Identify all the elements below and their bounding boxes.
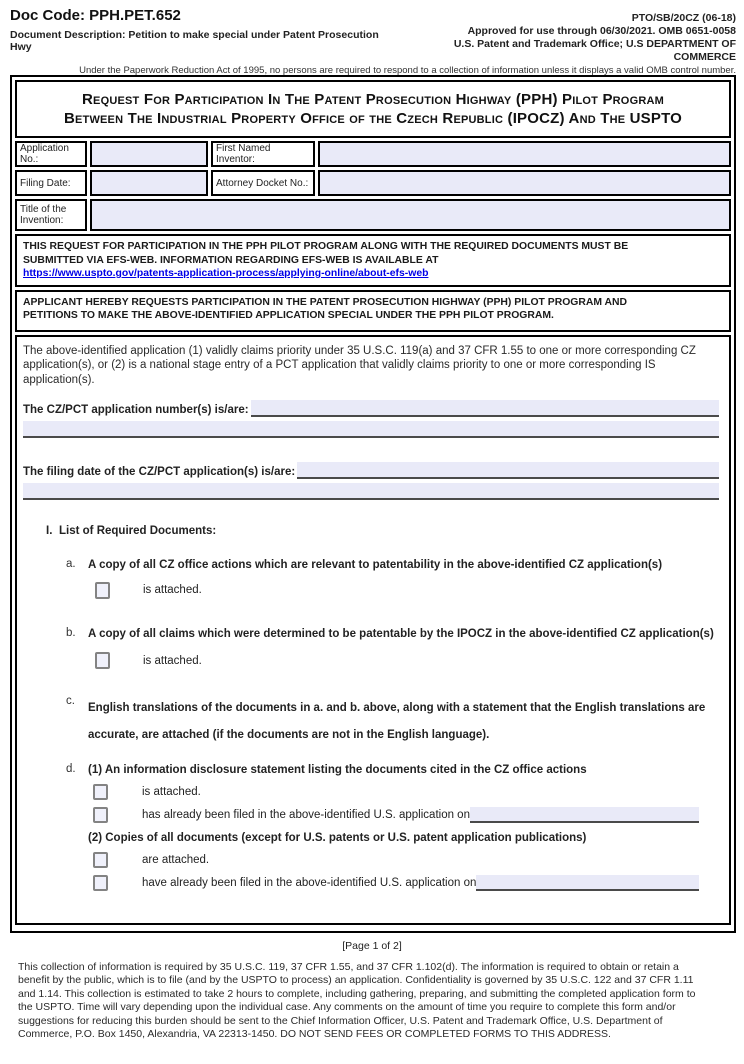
pph-request-form (10, 75, 736, 933)
doc-description: Document Description: Petition to make special under Patent Prosecution Hwy (10, 29, 379, 53)
title-of-invention-label: Title of the Invention: (15, 199, 87, 231)
request-statement (15, 290, 731, 332)
item-a-option-row (95, 582, 719, 599)
item-d1-option1-row (93, 784, 719, 800)
checkbox-d2-attached[interactable] (93, 852, 108, 868)
cz-application-number-input-line2[interactable] (23, 421, 719, 438)
paperwork-reduction-notice: Under the Paperwork Reduction Act of 1995, no persons are required to respond to a collection of information unless it displays a valid OMB control number. (79, 65, 736, 76)
item-d1-option2-label: has already been filed in the above-identified U.S. application on (142, 809, 470, 821)
heading-text: List of Required Documents: (59, 525, 217, 537)
burden-statement: This collection of information is required by 35 U.S.C. 119, 37 CFR 1.55, and 37 CFR 1.102(d). The information is required to obtain or retain a benefit by the public, which is to file (and by the USPTO to process) an application. Confidentiality is governed by 35 U.S.C. 122 and 37 CFR 1.11 and 1.14. This collection is estimated to take 2 hours to complete, including gathering, preparing, and submitting the completed application form to the USPTO. Time will vary depending upon the individual case. Any comments on the amount of time you require to complete this form and/or suggestions for reducing this burden should be sent to the Chief Information Officer, U.S. Patent and Trademark Office, U.S. Department of Commerce, P.O. Box 1450, Alexandria, VA 22313-1450. DO NOT SEND FEES OR COMPLETED FORMS TO THIS ADDRESS. (18, 961, 696, 1041)
item-d1-option2-row (93, 807, 719, 823)
form-main-section (15, 335, 731, 926)
item-b-option-label: is attached. (143, 654, 202, 667)
item-b-option-row (95, 652, 719, 669)
checkbox-b-attached[interactable] (95, 652, 110, 669)
item-a (66, 558, 719, 573)
required-documents-heading (46, 525, 719, 537)
cz-filing-date-label: The filing date of the CZ/PCT application(s) is/are: (23, 466, 296, 478)
checkbox-a-attached[interactable] (95, 582, 110, 599)
efs-web-link[interactable]: https://www.uspto.gov/patents-application-process/applying-online/about-efs-web (23, 268, 429, 279)
first-named-inventor-input[interactable] (318, 141, 731, 167)
heading-numeral: I. (46, 525, 53, 537)
cz-filing-date-input-line2[interactable] (23, 483, 719, 500)
page-indicator: [Page 1 of 2] (342, 940, 402, 952)
cz-application-number-label: The CZ/PCT application number(s) is/are: (23, 404, 249, 416)
filing-date-label: Filing Date: (15, 170, 87, 196)
item-b-text: A copy of all claims which were determined to be patentable by the IPOCZ in the above-identified CZ application(s) (88, 627, 714, 640)
application-info-table (15, 141, 731, 231)
attorney-docket-input[interactable] (318, 170, 731, 196)
checkbox-d2-filed[interactable] (93, 875, 108, 891)
page-header (0, 0, 744, 76)
item-c (66, 695, 719, 749)
title-of-invention-input[interactable] (90, 199, 731, 231)
form-title-line2: Between The Industrial Property Office of the Czech Republic (IPOCZ) And The USPTO (63, 110, 683, 127)
item-d-letter: d. (66, 763, 76, 775)
doc-code: Doc Code: PPH.PET.652 (10, 7, 181, 24)
omb-approval: Approved for use through 06/30/2021. OMB 0651-0058 (467, 25, 736, 37)
attorney-docket-label: Attorney Docket No.: (211, 170, 315, 196)
first-named-inventor-label: First Named Inventor: (211, 141, 315, 167)
form-title (15, 80, 731, 138)
form-number: PTO/SB/20CZ (06-18) (631, 12, 736, 24)
cz-filing-date-input[interactable] (297, 462, 719, 479)
item-b (66, 627, 719, 642)
item-d1-heading: (1) An information disclosure statement listing the documents cited in the CZ office actions (88, 764, 587, 776)
filing-date-input[interactable] (90, 170, 208, 196)
cz-application-number-input[interactable] (251, 400, 719, 417)
item-d2-heading: (2) Copies of all documents (except for U.S. patents or U.S. patent application publications) (88, 832, 587, 844)
item-d1-option1-label: is attached. (142, 786, 201, 798)
item-a-text: A copy of all CZ office actions which are relevant to patentability in the above-identified CZ application(s) (88, 559, 663, 571)
checkbox-d1-filed[interactable] (93, 807, 108, 823)
item-d (66, 763, 719, 891)
item-c-text: English translations of the documents in a. and b. above, along with a statement that the English translations are accurate, are attached (if the documents are not in the English language). (88, 702, 706, 741)
request-statement-line1: APPLICANT HEREBY REQUESTS PARTICIPATION IN THE PATENT PROSECUTION HIGHWAY (PPH) PILOT PROGRAM AND (23, 296, 628, 308)
request-statement-line2: PETITIONS TO MAKE THE ABOVE-IDENTIFIED APPLICATION SPECIAL UNDER THE PPH PILOT PROGRAM. (23, 310, 554, 321)
efs-web-notice (15, 234, 731, 287)
item-d2-option2-row (93, 875, 719, 891)
item-b-letter: b. (66, 626, 76, 639)
item-d2-option1-row (93, 852, 719, 868)
item-a-letter: a. (66, 558, 76, 570)
application-no-label: Application No.: (15, 141, 87, 167)
efs-notice-line2: SUBMITTED VIA EFS-WEB. INFORMATION REGARDING EFS-WEB IS AVAILABLE AT (23, 254, 439, 266)
checkbox-d1-attached[interactable] (93, 784, 108, 800)
item-a-option-label: is attached. (143, 584, 202, 596)
item-c-letter: c. (66, 695, 75, 707)
application-no-input[interactable] (90, 141, 208, 167)
form-title-line1: Request For Participation In The Patent Prosecution Highway (PPH) Pilot Program (82, 91, 664, 108)
d2-filed-date-input[interactable] (476, 875, 699, 891)
priority-claim-paragraph: The above-identified application (1) validly claims priority under 35 U.S.C. 119(a) and 37 CFR 1.55 to one or more corresponding CZ application(s), or (2) is a national stage entry of a PCT application that validly claims priority to one or more corresponding IS application(s). (23, 344, 696, 386)
efs-notice-line1: THIS REQUEST FOR PARTICIPATION IN THE PPH PILOT PROGRAM ALONG WITH THE REQUIRED DOCUMENTS MUST BE (23, 241, 629, 252)
item-d2-option1-label: are attached. (142, 854, 210, 866)
agency-line: U.S. Patent and Trademark Office; U.S DEPARTMENT OF COMMERCE (453, 38, 736, 63)
d1-filed-date-input[interactable] (470, 807, 699, 823)
item-d2-option2-label: have already been filed in the above-identified U.S. application on (142, 877, 477, 889)
